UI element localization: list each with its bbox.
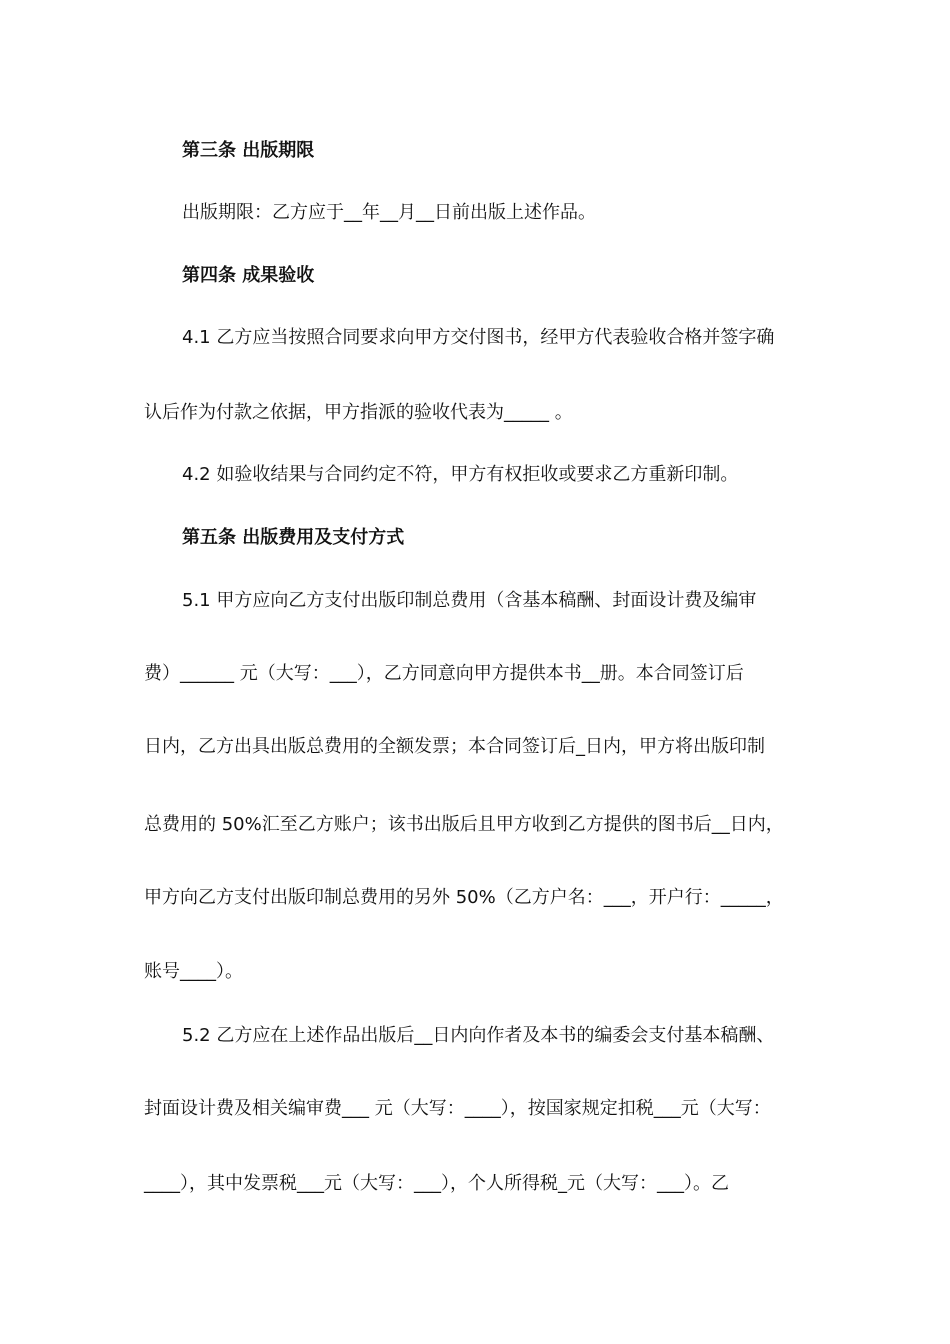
article-4-heading: 第四条 成果验收	[182, 265, 315, 286]
article-3-line-1: 出版期限：乙方应于__年__月__日前出版上述作品。	[182, 202, 596, 223]
article-5-line-2: 费）______ 元（大写：___），乙方同意向甲方提供本书__册。本合同签订后	[144, 663, 744, 684]
article-5-line-9: ____），其中发票税___元（大写：___），个人所得税_元（大写：___）。乙	[144, 1173, 729, 1194]
article-4-line-2: 认后作为付款之依据，甲方指派的验收代表为_____ 。	[144, 402, 573, 423]
article-5-heading: 第五条 出版费用及支付方式	[182, 527, 405, 548]
article-4-line-3: 4.2 如验收结果与合同约定不符，甲方有权拒收或要求乙方重新印制。	[182, 464, 739, 485]
article-5-line-3: 日内，乙方出具出版总费用的全额发票；本合同签订后_日内，甲方将出版印制	[144, 736, 765, 757]
article-4-line-1: 4.1 乙方应当按照合同要求向甲方交付图书，经甲方代表验收合格并签字确	[182, 327, 775, 348]
article-5-line-5: 甲方向乙方支付出版印制总费用的另外 50%（乙方户名：___，开户行：_____，	[144, 887, 784, 908]
article-5-line-7: 5.2 乙方应在上述作品出版后__日内向作者及本书的编委会支付基本稿酬、	[182, 1025, 775, 1046]
article-5-line-4: 总费用的 50%汇至乙方账户；该书出版后且甲方收到乙方提供的图书后__日内，	[144, 814, 784, 835]
article-5-line-1: 5.1 甲方应向乙方支付出版印制总费用（含基本稿酬、封面设计费及编审	[182, 590, 757, 611]
article-5-line-6: 账号____）。	[144, 961, 243, 982]
article-5-line-8: 封面设计费及相关编审费___ 元（大写：____），按国家规定扣税___元（大写：	[144, 1098, 771, 1119]
article-3-heading: 第三条 出版期限	[182, 140, 315, 161]
